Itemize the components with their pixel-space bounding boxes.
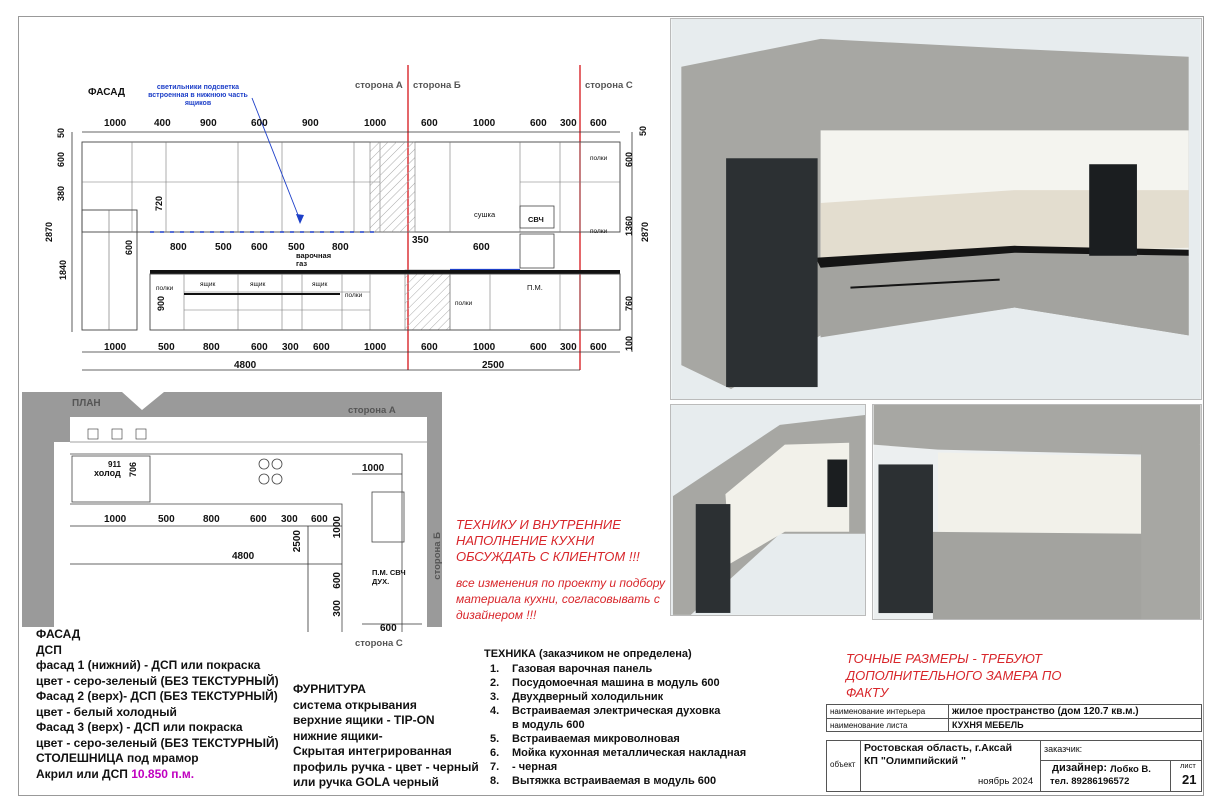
hardware-spec xyxy=(293,682,479,791)
dim-bottom: 500 xyxy=(158,342,175,353)
dim-mid: 800 xyxy=(170,242,187,253)
dim-total: 4800 xyxy=(234,360,257,371)
cell-drawer: ящик xyxy=(200,281,216,288)
sheet-label: лист xyxy=(1180,761,1196,770)
cell-shelf: полки xyxy=(590,228,608,235)
height-dim: 600 xyxy=(124,240,134,256)
measure-note: ТОЧНЫЕ РАЗМЕРЫ - ТРЕБУЮТ ДОПОЛНИТЕЛЬНОГО ЗАМЕРА ПО ФАКТУ xyxy=(846,651,1062,700)
dim-bottom: 600 xyxy=(313,342,330,353)
dim-mid: 500 xyxy=(215,242,232,253)
height-dim: 600 xyxy=(56,152,66,168)
height-dim: 1840 xyxy=(58,260,68,281)
height-dim: 100 xyxy=(624,336,634,352)
spec-line: цвет - серо-зеленый (БЕЗ ТЕКСТУРНЫЙ) xyxy=(36,735,279,750)
height-dim: 2870 xyxy=(640,222,650,243)
hardware-line: нижние ящики- xyxy=(293,728,383,743)
hob-note: варочная газ xyxy=(296,251,332,268)
side-a-label: сторона А xyxy=(355,80,403,91)
dim-mid: 500 xyxy=(288,242,305,253)
stamp-divider xyxy=(1170,760,1171,792)
dim-top: 1000 xyxy=(104,118,127,129)
hardware-line: профиль ручка - цвет - черный xyxy=(293,759,479,774)
dim-top: 900 xyxy=(302,118,319,129)
cell-shelves: полки xyxy=(455,300,473,307)
tech-note: ТЕХНИКУ И ВНУТРЕННИЕ НАПОЛНЕНИЕ КУХНИ ОБСУЖДАТЬ С КЛИЕНТОМ !!! xyxy=(456,517,640,564)
tech-subnote: все изменения по проекту и подбору материала кухни, согласовывать с дизайнером !!! xyxy=(456,576,666,622)
plan-dim: 600 xyxy=(250,514,267,525)
appliance-item: в модуль 600 xyxy=(512,719,585,731)
height-dim: 380 xyxy=(56,186,66,202)
stamp-date: ноябрь 2024 xyxy=(978,776,1034,787)
appliance-item: 3. Двухдверный холодильник xyxy=(490,691,664,703)
dim-bottom: 600 xyxy=(590,342,607,353)
spec-line: Фасад 2 (верх)- ДСП (БЕЗ ТЕКСТУРНЫЙ) xyxy=(36,689,278,703)
dim-top: 600 xyxy=(530,118,547,129)
dim-top: 1000 xyxy=(364,118,387,129)
plan-dim: 1000 xyxy=(362,463,385,474)
height-dim: 50 xyxy=(638,126,648,137)
designer-label: дизайнер: xyxy=(1052,762,1108,774)
appliance-item: 7. - черная xyxy=(490,761,558,773)
customer-label: заказчик: xyxy=(1044,744,1083,754)
cell-drawer: ящик xyxy=(312,281,328,288)
countertop-length: 10.850 п.м. xyxy=(131,766,195,781)
hardware-line: или ручка GOLA черный xyxy=(293,775,439,789)
facade-label: ФАСАД xyxy=(88,87,125,98)
plan-fridge-dim: 911 xyxy=(108,460,121,469)
plan-dim: 1000 xyxy=(104,514,127,525)
title-stamp xyxy=(826,704,1202,732)
appliance-item: 4. Встраиваемая электрическая духовка xyxy=(490,705,721,717)
render-right xyxy=(872,404,1202,620)
interior-value: жилое пространство (дом 120.7 кв.м.) xyxy=(949,705,1202,719)
spec-line: СТОЛЕШНИЦА под мрамор xyxy=(36,751,199,765)
plan-dim: 600 xyxy=(380,623,397,634)
dishwasher-label: П.М. xyxy=(527,283,543,292)
appliance-item: 6. Мойка кухонная металлическая накладная xyxy=(490,747,747,759)
object-label: объект xyxy=(830,760,856,769)
facade-drawing xyxy=(20,60,660,380)
dim-bottom: 300 xyxy=(282,342,299,353)
dim-top: 600 xyxy=(421,118,438,129)
hardware-line: система открывания xyxy=(293,697,417,712)
spec-line: цвет - серо-зеленый (БЕЗ ТЕКСТУРНЫЙ) xyxy=(36,673,279,688)
appliance-item: 8. Вытяжка встраиваемая в модуль 600 xyxy=(490,775,717,787)
dim-mid: 800 xyxy=(332,242,349,253)
plan-dim: 600 xyxy=(311,514,328,525)
spec-line: ФАСАД xyxy=(36,627,81,641)
spec-line: ДСП xyxy=(36,642,62,657)
dim-bottom: 600 xyxy=(251,342,268,353)
hardware-line: ФУРНИТУРА xyxy=(293,682,366,696)
dim-bottom: 1000 xyxy=(104,342,127,353)
dim-top: 400 xyxy=(154,118,171,129)
plan-dim: 300 xyxy=(281,514,298,525)
spec-line-last xyxy=(36,767,279,783)
dim-bottom: 1000 xyxy=(473,342,496,353)
spec-line: фасад 1 (нижний) - ДСП или покраска xyxy=(36,658,261,672)
plan-dim: 2500 xyxy=(292,530,303,553)
plan-dim: 600 xyxy=(332,572,343,589)
dim-bottom: 600 xyxy=(421,342,438,353)
plan-dim: 1000 xyxy=(332,516,343,539)
plan-dim: 800 xyxy=(203,514,220,525)
stamp-divider xyxy=(1040,760,1202,761)
microwave-label: СВЧ xyxy=(528,215,544,224)
dim-bottom: 800 xyxy=(203,342,220,353)
dim-top: 300 xyxy=(560,118,577,129)
plan-dim: 706 xyxy=(128,462,138,478)
cell-shelves: полки xyxy=(345,292,363,299)
object-value-2: КП "Олимпийский " xyxy=(864,755,966,767)
height-dim: 2870 xyxy=(44,222,54,243)
render-left xyxy=(670,404,866,616)
dim-bottom: 300 xyxy=(560,342,577,353)
dim-mid: 600 xyxy=(473,242,490,253)
hardware-line: верхние ящики - TIP-ON xyxy=(293,713,435,727)
sheet-name-label: наименование листа xyxy=(827,719,949,732)
sheet-name-value: КУХНЯ МЕБЕЛЬ xyxy=(949,719,1202,732)
height-dim: 600 xyxy=(624,152,634,168)
dim-mid: 350 xyxy=(412,235,429,246)
stamp-divider xyxy=(860,740,861,792)
plan-side-b: сторона Б xyxy=(432,532,443,580)
dim-bottom: 1000 xyxy=(364,342,387,353)
plan-appliances: П.М. СВЧ ДУХ. xyxy=(372,568,406,586)
appliance-item: 5. Встраиваемая микроволновая xyxy=(490,733,680,745)
hardware-line: Скрытая интегрированная xyxy=(293,744,452,758)
plan-drawing xyxy=(22,392,452,632)
cell-shelves: полки xyxy=(156,285,174,292)
dim-mid: 600 xyxy=(251,242,268,253)
height-dim: 1360 xyxy=(624,216,634,237)
appliance-item: 1. Газовая варочная панель xyxy=(490,663,653,675)
plan-dim: 500 xyxy=(158,514,175,525)
height-dim: 900 xyxy=(156,296,166,312)
stamp-divider xyxy=(1040,740,1041,792)
spec-line: Фасад 3 (верх) - ДСП или покраска xyxy=(36,720,243,734)
dim-bottom: 600 xyxy=(530,342,547,353)
height-dim: 760 xyxy=(624,296,634,312)
cell-shelf: полки xyxy=(590,155,608,162)
appliances-list xyxy=(490,662,746,788)
plan-label: ПЛАН xyxy=(72,398,101,409)
sheet-number: 21 xyxy=(1182,772,1197,787)
countertop-material: Акрил или ДСП xyxy=(36,766,132,781)
plan-side-a: сторона А xyxy=(348,405,396,416)
height-dim: 720 xyxy=(154,196,164,212)
dim-top: 600 xyxy=(251,118,268,129)
drying-label: сушка xyxy=(474,210,496,219)
interior-label: наименование интерьера xyxy=(827,705,949,719)
plan-dim: 4800 xyxy=(232,551,255,562)
cell-drawer: ящик xyxy=(250,281,266,288)
dim-total: 2500 xyxy=(482,360,505,371)
object-value-1: Ростовская область, г.Аксай xyxy=(864,742,1013,754)
appliance-item: 2. Посудомоечная машина в модуль 600 xyxy=(490,677,720,689)
plan-dim: 300 xyxy=(332,600,343,617)
plan-fridge-label: холод xyxy=(94,468,121,478)
height-dim: 50 xyxy=(56,128,66,139)
plan-side-c: сторона С xyxy=(355,638,403,649)
side-c-label: сторона С xyxy=(585,80,633,91)
dim-top: 1000 xyxy=(473,118,496,129)
render-main xyxy=(670,18,1202,400)
dim-top: 600 xyxy=(590,118,607,129)
side-b-label: сторона Б xyxy=(413,80,461,91)
appliances-title: ТЕХНИКА (заказчиком не определена) xyxy=(484,648,692,660)
led-note: светильники подсветка встроенная в нижнюю часть ящиков xyxy=(148,84,248,107)
designer-phone: тел. 89286196572 xyxy=(1050,776,1130,787)
spec-line: цвет - белый холодный xyxy=(36,704,177,719)
designer-name: Лобко В. xyxy=(1110,764,1151,775)
facade-spec xyxy=(36,627,279,782)
dim-top: 900 xyxy=(200,118,217,129)
